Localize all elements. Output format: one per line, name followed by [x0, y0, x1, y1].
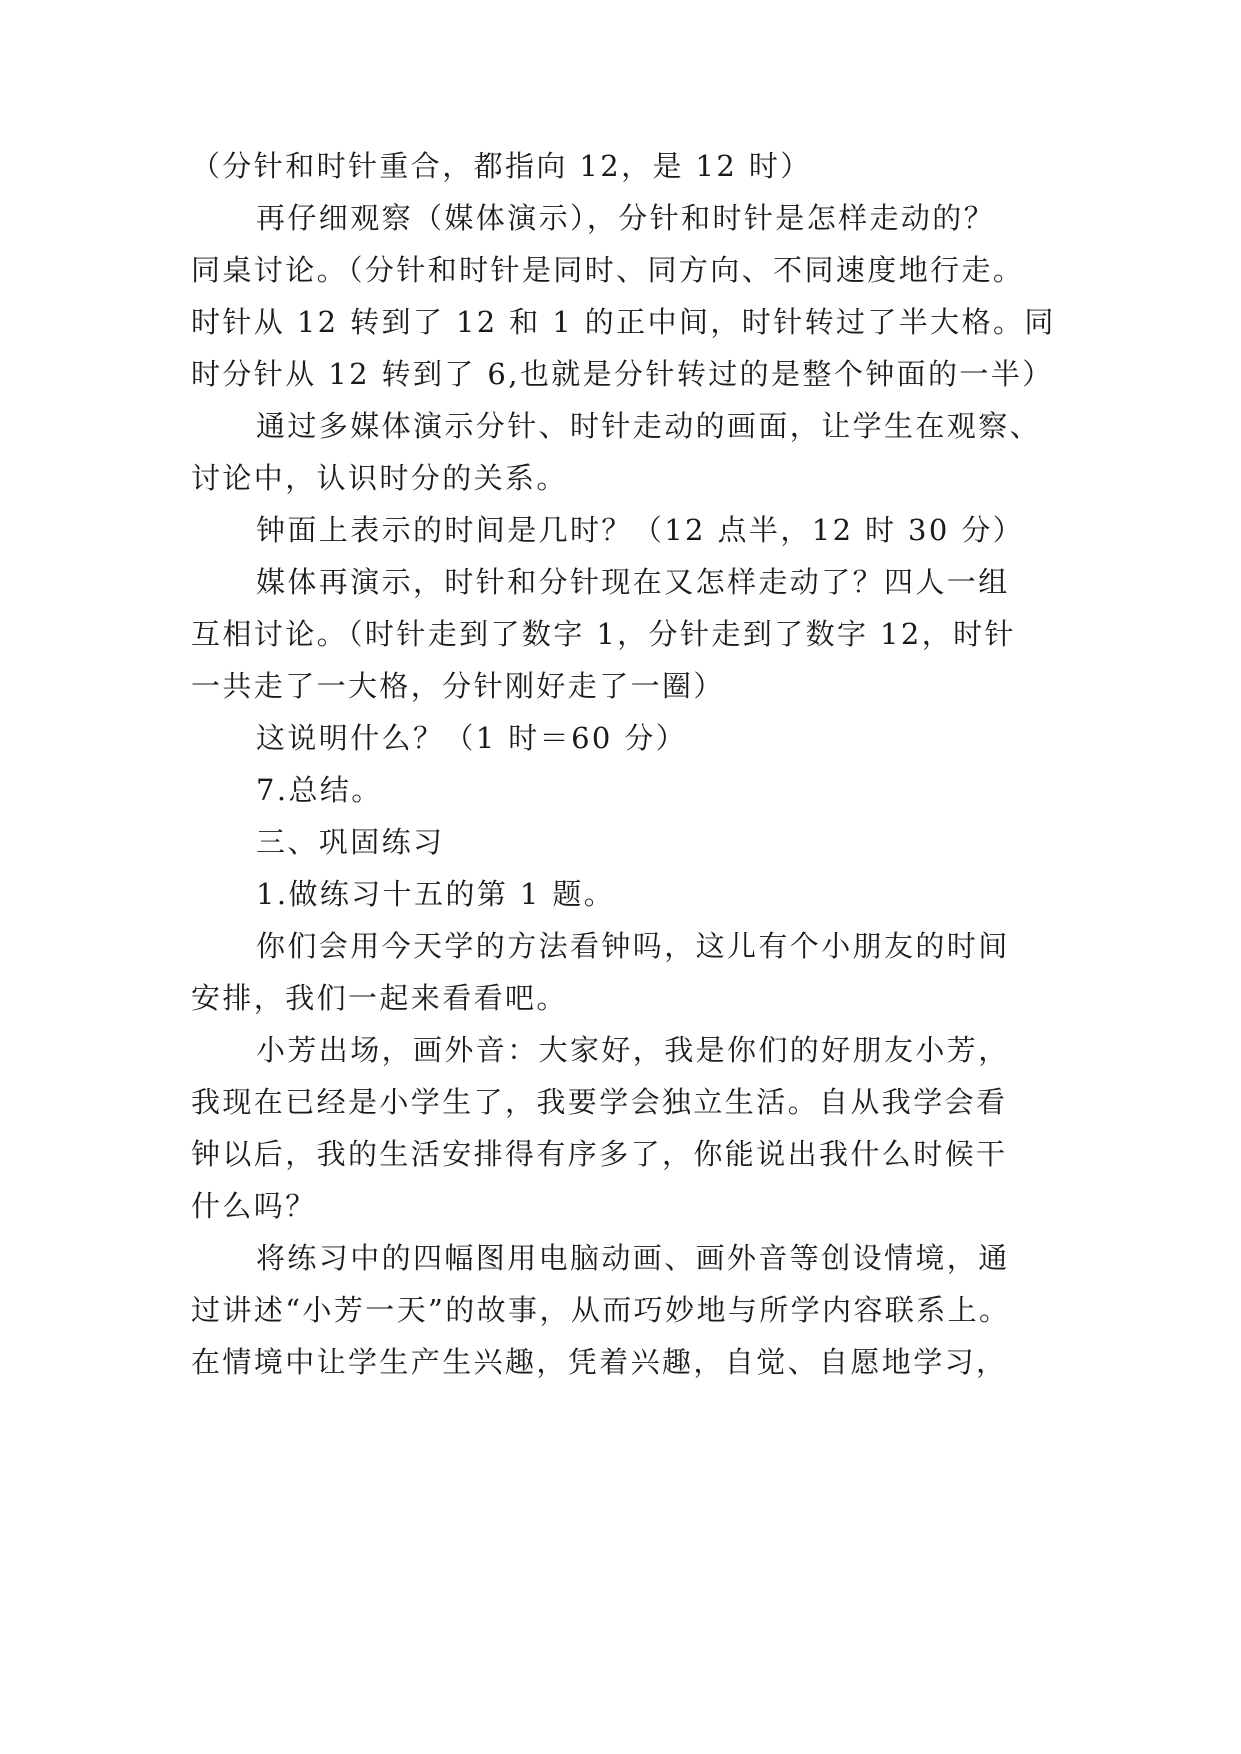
text-line: 在情境中让学生产生兴趣，凭着兴趣，自觉、自愿地学习， — [191, 1345, 1008, 1379]
text-line: 钟以后，我的生活安排得有序多了，你能说出我什么时候干 — [191, 1137, 1008, 1171]
text-line: 什么吗？ — [191, 1189, 317, 1223]
text-line: 时针从 12 转到了 12 和 1 的正中间，时针转过了半大格。同 — [191, 305, 1056, 339]
text-line: 将练习中的四幅图用电脑动画、画外音等创设情境，通 — [256, 1241, 1010, 1275]
text-line: 安排，我们一起来看看吧。 — [191, 981, 568, 1015]
text-line: 媒体再演示，时针和分针现在又怎样走动了？四人一组 — [256, 565, 1010, 599]
text-line: 小芳出场，画外音：大家好，我是你们的好朋友小芳， — [256, 1033, 1010, 1067]
text-line: 再仔细观察（媒体演示），分针和时针是怎样走动的？ — [256, 201, 996, 235]
text-line: 讨论中，认识时分的关系。 — [191, 461, 568, 495]
text-line: 同桌讨论。（分针和时针是同时、同方向、不同速度地行走。 — [191, 253, 1025, 287]
text-line: 通过多媒体演示分针、时针走动的画面，让学生在观察、 — [256, 409, 1042, 443]
text-line: 1.做练习十五的第 1 题。 — [256, 877, 616, 911]
text-line: 过讲述“小芳一天”的故事，从而巧妙地与所学内容联系上。 — [191, 1293, 1011, 1327]
text-line: 时分针从 12 转到了 6,也就是分针转过的是整个钟面的一半） — [191, 357, 1054, 391]
text-line: 这说明什么？（1 时＝60 分） — [256, 721, 688, 755]
text-line: 钟面上表示的时间是几时？（12 点半，12 时 30 分） — [256, 513, 1025, 547]
text-line: （分针和时针重合，都指向 12，是 12 时） — [191, 149, 812, 183]
text-line: 互相讨论。（时针走到了数字 1，分针走到了数字 12，时针 — [191, 617, 1016, 651]
text-line: 你们会用今天学的方法看钟吗，这儿有个小朋友的时间 — [256, 929, 1010, 963]
text-line: 我现在已经是小学生了，我要学会独立生活。自从我学会看 — [191, 1085, 1008, 1119]
text-line: 一共走了一大格，分针刚好走了一圈） — [191, 669, 725, 703]
section-heading: 三、巩固练习 — [256, 825, 445, 859]
text-line: 7.总结。 — [256, 773, 383, 807]
